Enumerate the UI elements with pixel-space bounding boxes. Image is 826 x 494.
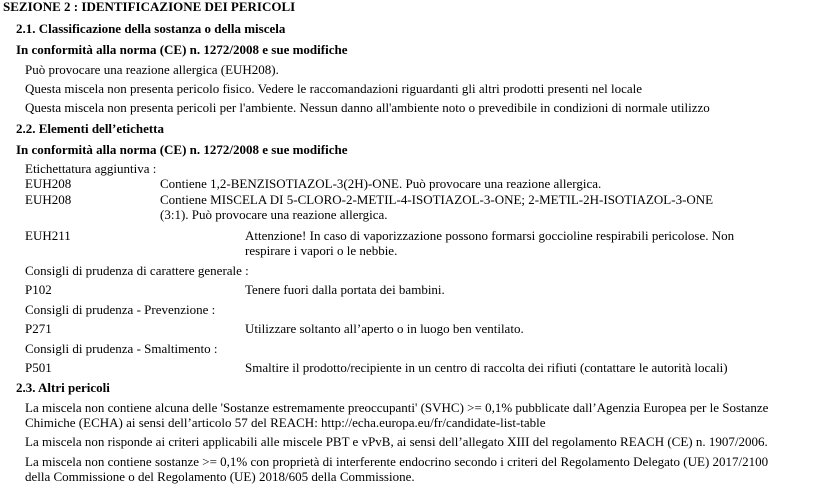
euh-text-2b: (3:1). Può provocare una reazione allergica. xyxy=(160,207,388,222)
s23-para2: La miscela non risponde ai criteri applicabili alle miscele PBT e vPvB, ai sensi dell’allegato XIII del regolamento REACH (CE) n. 1907/2006. xyxy=(25,434,768,449)
p271-code: P271 xyxy=(25,321,52,336)
general-label: Consigli di prudenza di carattere generale : xyxy=(25,263,249,278)
euh-text-3b: respirare i vapori o le nebbie. xyxy=(245,243,398,258)
p501-text: Smaltire il prodotto/recipiente in un centro di raccolta dei rifiuti (contattare le autorità locali) xyxy=(245,360,728,375)
p102-code: P102 xyxy=(25,282,52,297)
s23-para3-line1: La miscela non contiene sostanze >= 0,1% con proprietà di interferente endocrino secondo i criteri del Regolamento Delegato (UE) 2017/2100 xyxy=(25,454,769,469)
s21-line-2: Questa miscela non presenta pericolo fisico. Vedere le raccomandazioni riguardanti gli altri prodotti presenti nel locale xyxy=(25,81,643,96)
s21-regulation: In conformità alla norma (CE) n. 1272/2008 e sue modifiche xyxy=(16,42,348,57)
s23-para3-line2: della Commissione o del Regolamento (UE) 2018/605 della Commissione. xyxy=(25,469,415,484)
s22-heading: 2.2. Elementi dell’etichetta xyxy=(16,121,165,136)
euh-text-3: Attenzione! In caso di vaporizzazione possono formarsi goccioline respirabili pericolose. Non xyxy=(245,228,735,243)
s23-para1-line1: La miscela non contiene alcuna delle 'Sostanze estremamente preoccupanti' (SVHC) >= 0,1% pubblicate dall’Agenzia Europea per le Sostanze xyxy=(25,400,769,415)
section-title: SEZIONE 2 : IDENTIFICAZIONE DEI PERICOLI xyxy=(3,0,296,14)
p271-text: Utilizzare soltanto all’aperto o in luogo ben ventilato. xyxy=(245,321,524,336)
p102-text: Tenere fuori dalla portata dei bambini. xyxy=(245,282,445,297)
s21-line-1: Può provocare una reazione allergica (EUH208). xyxy=(25,62,279,77)
prevention-label: Consigli di prudenza - Prevenzione : xyxy=(25,302,216,317)
s23-heading: 2.3. Altri pericoli xyxy=(16,380,110,395)
p501-code: P501 xyxy=(25,360,52,375)
euh-text-2: Contiene MISCELA DI 5-CLORO-2-METIL-4-ISOTIAZOL-3-ONE; 2-METIL-2H-ISOTIAZOL-3-ONE xyxy=(160,192,714,207)
euh-text-1: Contiene 1,2-BENZISOTIAZOL-3(2H)-ONE. Può provocare una reazione allergica. xyxy=(160,176,602,191)
euh-code-3: EUH211 xyxy=(25,228,71,243)
disposal-label: Consigli di prudenza - Smaltimento : xyxy=(25,341,218,356)
s23-para1-line2: Chimiche (ECHA) ai sensi dell’articolo 57 del REACH: http://echa.europa.eu/fr/candidate-list-table xyxy=(25,415,546,430)
s21-line-3: Questa miscela non presenta pericoli per l'ambiente. Nessun danno all'ambiente noto o prevedibile in condizioni di normale utilizzo xyxy=(25,100,710,115)
s21-heading: 2.1. Classificazione della sostanza o della miscela xyxy=(16,21,286,36)
additional-label: Etichettatura aggiuntiva : xyxy=(25,161,157,176)
euh-code-1: EUH208 xyxy=(25,176,72,191)
euh-code-2: EUH208 xyxy=(25,192,72,207)
s22-regulation: In conformità alla norma (CE) n. 1272/2008 e sue modifiche xyxy=(16,142,348,157)
